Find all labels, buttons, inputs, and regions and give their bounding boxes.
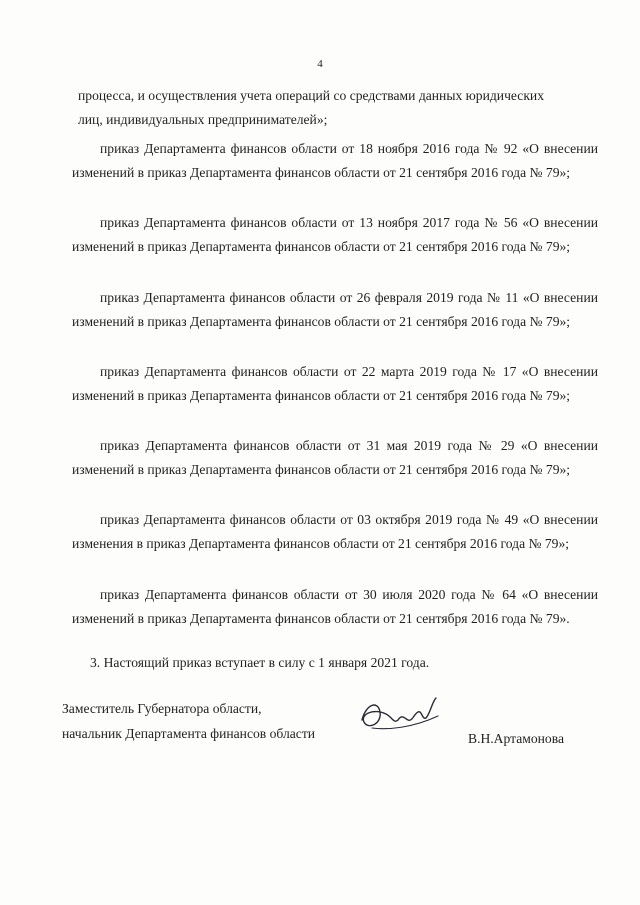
handwritten-signature — [352, 690, 448, 744]
signatory-title-line-1: Заместитель Губернатора области, — [62, 701, 262, 716]
signatory-name: В.Н.Артамонова — [468, 731, 564, 746]
repealed-order-item — [72, 508, 598, 556]
repealed-order-item — [72, 286, 598, 334]
repealed-order-item — [72, 360, 598, 408]
continuation-line-2: лиц, индивидуальных предпринимателей»; — [78, 112, 328, 127]
page-number: 4 — [317, 58, 323, 70]
repealed-order-text: приказ Департамента финансов области от 18 ноября 2016 года № 92 «О внесении изменений в приказ Департамента финансов области от 21 сентября 2016 года № 79»; — [72, 141, 598, 180]
repealed-order-text: приказ Департамента финансов области от 30 июля 2020 года № 64 «О внесении изменений в приказ Департамента финансов области от 21 сентября 2016 года № 79». — [72, 587, 598, 626]
repealed-order-item — [72, 137, 598, 185]
signatory-title-line-2: начальник Департамента финансов области — [62, 726, 316, 741]
continuation-paragraph — [78, 84, 596, 132]
repealed-order-text: приказ Департамента финансов области от 26 февраля 2019 года № 11 «О внесении изменений в приказ Департамента финансов области от 21 сентября 2016 года № 79»; — [72, 290, 598, 329]
continuation-line-1: процесса, и осуществления учета операций со средствами данных юридических — [78, 88, 544, 103]
repealed-order-item — [72, 583, 598, 631]
repealed-order-text: приказ Департамента финансов области от 03 октября 2019 года № 49 «О внесении изменения в приказ Департамента финансов области от 21 сентября 2016 года № 79»; — [72, 512, 598, 551]
repealed-order-text: приказ Департамента финансов области от 13 ноября 2017 года № 56 «О внесении изменений в приказ Департамента финансов области от 21 сентября 2016 года № 79»; — [72, 215, 598, 254]
repealed-order-text: приказ Департамента финансов области от 22 марта 2019 года № 17 «О внесении изменений в приказ Департамента финансов области от 21 сентября 2016 года № 79»; — [72, 364, 598, 403]
effective-date-clause: 3. Настоящий приказ вступает в силу с 1 января 2021 года. — [90, 655, 430, 670]
repealed-order-item — [72, 211, 598, 259]
repealed-order-text: приказ Департамента финансов области от 31 мая 2019 года № 29 «О внесении изменений в приказ Департамента финансов области от 21 сентября 2016 года № 79»; — [72, 438, 598, 477]
repealed-order-item — [72, 434, 598, 482]
